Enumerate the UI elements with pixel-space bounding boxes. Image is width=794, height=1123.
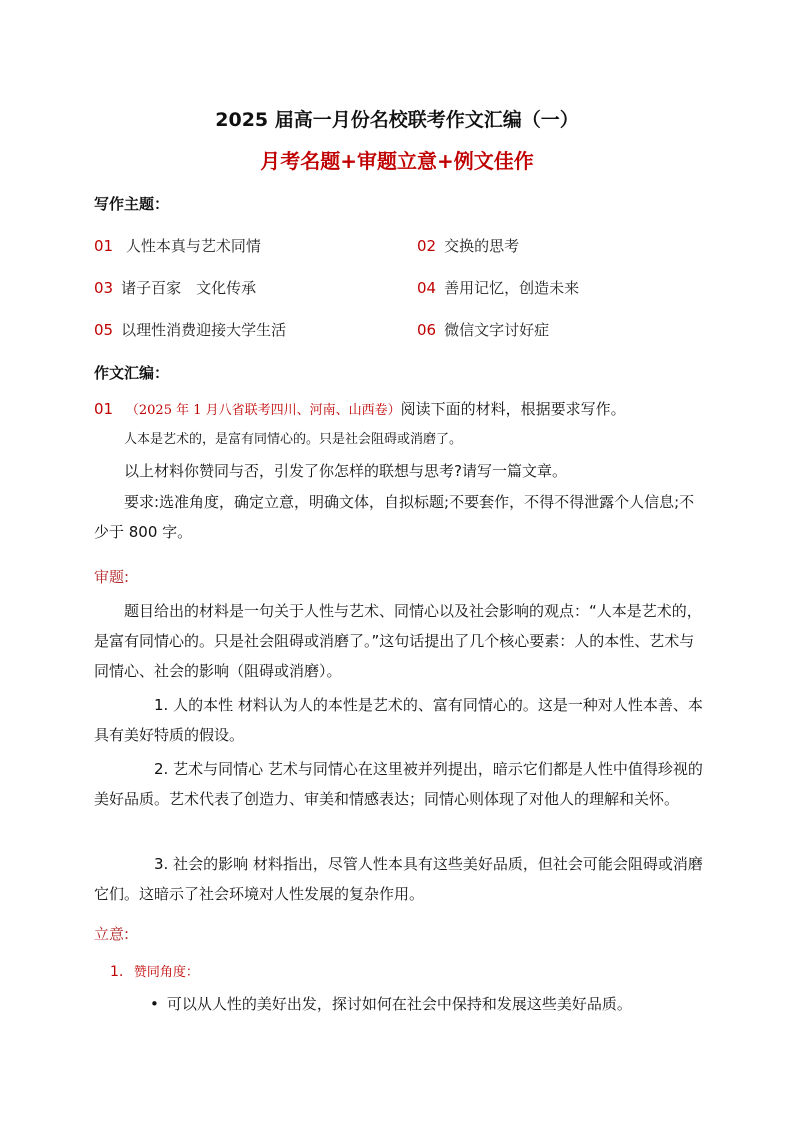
analysis-point-2 (94, 754, 706, 814)
material-quote: 人本是艺术的，是富有同情心的。只是社会阻碍或消磨了。 (124, 432, 463, 447)
theme-item-05 (94, 319, 286, 340)
question-source: （2025 年 1 月八省联考四川、河南、山西卷） (125, 403, 401, 418)
theme-number: 03 (94, 279, 114, 297)
bullet-text: 可以从人性的美好出发，探讨如何在社会中保持和发展这些美好品质。 (166, 995, 632, 1013)
intent-angle-1 (110, 961, 199, 980)
question-01-line (94, 394, 626, 426)
intent-bullet-1 (150, 993, 632, 1014)
analysis-intro: 题目给出的材料是一句关于人性与艺术、同情心以及社会影响的观点：“人本是艺术的，是富有同情心的。只是社会阻碍或消磨了。”这句话提出了几个核心要素：人的本性、艺术与同情心、社会的影响（阻碍或消磨）。 (94, 602, 702, 680)
theme-item-04 (417, 277, 579, 298)
theme-item-03 (94, 277, 256, 298)
point-head: 人的本性 (173, 696, 234, 714)
question-requirement: 要求:选准角度，确定立意，明确文体，自拟标题;不要套作，不得不得泄露个人信息;不少于 800 字。 (94, 493, 695, 541)
theme-text: 人性本真与艺术同情 (121, 237, 261, 255)
theme-item-06 (417, 319, 549, 340)
theme-number: 05 (94, 321, 114, 339)
intent-heading: 立意: (94, 925, 130, 943)
themes-heading: 写作主题： (94, 195, 170, 213)
analysis-point-3 (94, 849, 706, 909)
point-number: 2. (154, 760, 169, 778)
theme-item-02 (417, 235, 519, 256)
theme-number: 01 (94, 237, 114, 255)
theme-text: 微信文字讨好症 (444, 321, 550, 339)
bullet-icon: • (150, 995, 159, 1013)
page-title: 2025 届高一月份名校联考作文汇编（一） (215, 109, 579, 131)
theme-number: 06 (417, 321, 437, 339)
theme-text: 诸子百家 文化传承 (121, 279, 257, 297)
point-text: 艺术与同情心在这里被并列提出，暗示它们都是人性中值得珍视的美好品质。艺术代表了创造力、审美和情感表达；同情心则体现了对他人的理解和关怀。 (94, 760, 703, 808)
point-head: 艺术与同情心 (173, 760, 264, 778)
theme-text: 交换的思考 (444, 237, 520, 255)
theme-text: 以理性消费迎接大学生活 (121, 321, 287, 339)
point-number: 3. (154, 855, 169, 873)
theme-number: 02 (417, 237, 437, 255)
compilation-heading: 作文汇编： (94, 364, 170, 382)
question-intro: 阅读下面的材料，根据要求写作。 (400, 400, 626, 418)
theme-text: 善用记忆，创造未来 (444, 279, 580, 297)
analysis-heading: 审题: (94, 568, 130, 586)
point-text: 材料认为人的本性是艺术的、富有同情心的。这是一种对人性本善、本具有美好特质的假设。 (94, 696, 703, 744)
page-subtitle: 月考名题+审题立意+例文佳作 (260, 149, 534, 173)
angle-label: 赞同角度： (133, 965, 199, 980)
point-text: 材料指出，尽管人性本具有这些美好品质，但社会可能会阻碍或消磨它们。这暗示了社会环境对人性发展的复杂作用。 (94, 855, 703, 903)
question-prompt: 以上材料你赞同与否，引发了你怎样的联想与思考?请写一篇文章。 (124, 462, 567, 480)
theme-number: 04 (417, 279, 437, 297)
point-number: 1. (154, 696, 169, 714)
analysis-point-1 (94, 690, 706, 750)
angle-number: 1. (110, 964, 124, 980)
theme-item-01 (94, 235, 261, 256)
question-number: 01 (94, 400, 114, 418)
point-head: 社会的影响 (173, 855, 249, 873)
